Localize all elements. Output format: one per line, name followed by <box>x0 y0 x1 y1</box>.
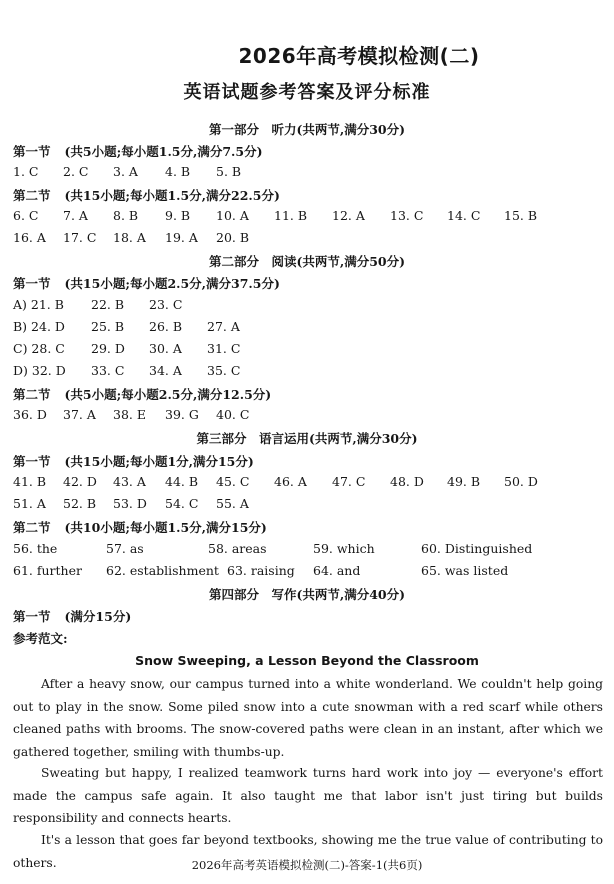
answer: 23. C <box>149 297 183 312</box>
answer: 16. A <box>13 230 46 245</box>
section-info: (共15小题;每小题2.5分,满分37.5分) <box>64 276 280 291</box>
answer: 46. A <box>274 474 307 489</box>
sample-essay-label: 参考范文: <box>13 631 68 646</box>
answer: 27. A <box>207 319 240 334</box>
answer: 30. A <box>149 341 182 356</box>
answer: 17. C <box>63 230 97 245</box>
part1-heading: 第一部分 听力(共两节,满分30分) <box>208 122 406 137</box>
answer: 3. A <box>113 164 138 179</box>
section-label: 第一节 <box>13 276 51 291</box>
essay-paragraph-1: After a heavy snow, our campus turned into a white wonderland. We couldn't help going out to play in the snow. Some piled snow into a cute snowman with a red scarf while others cleaned paths with brooms. The snow-covered paths were clean in an instant, after which we gathered together, smiling with thumbs-up. <box>13 677 603 759</box>
answer: 61. further <box>13 563 82 578</box>
answer: 34. A <box>149 363 182 378</box>
answer: 56. the <box>13 541 58 556</box>
answer: 5. B <box>216 164 242 179</box>
answer: 57. as <box>106 541 144 556</box>
answer: 62. establishment <box>106 563 219 578</box>
essay-title: Snow Sweeping, a Lesson Beyond the Classroom <box>135 653 479 668</box>
answer: 26. B <box>149 319 183 334</box>
section-label: 第一节 <box>13 144 51 159</box>
answer: 44. B <box>165 474 199 489</box>
answer: 51. A <box>13 496 46 511</box>
answer: 50. D <box>504 474 538 489</box>
section-info: (满分15分) <box>64 609 132 624</box>
answer: 59. which <box>313 541 375 556</box>
answer: 13. C <box>390 208 424 223</box>
answer: 42. D <box>63 474 97 489</box>
page-subtitle: 英语试题参考答案及评分标准 <box>183 82 431 103</box>
answer: 53. D <box>113 496 147 511</box>
answer: 18. A <box>113 230 146 245</box>
answer: 36. D <box>13 407 47 422</box>
answer: 54. C <box>165 496 199 511</box>
answer: 52. B <box>63 496 97 511</box>
answer: 47. C <box>332 474 366 489</box>
answer: 4. B <box>165 164 191 179</box>
part1-sec2-heading <box>13 186 280 204</box>
answer: 19. A <box>165 230 198 245</box>
answer: 22. B <box>91 297 125 312</box>
answer: 48. D <box>390 474 424 489</box>
answer: 15. B <box>504 208 538 223</box>
part3-heading: 第三部分 语言运用(共两节,满分30分) <box>196 431 418 446</box>
answer: 65. was listed <box>421 563 509 578</box>
answer: 20. B <box>216 230 250 245</box>
answer: 41. B <box>13 474 47 489</box>
answer: C) 28. C <box>13 341 65 356</box>
answer: 49. B <box>447 474 481 489</box>
section-label: 第二节 <box>13 520 51 535</box>
section-info: (共15小题;每小题1.5分,满分22.5分) <box>64 188 280 203</box>
essay-paragraph-3: It's a lesson that goes far beyond textbooks, showing me the true value of contributing to others. <box>13 833 603 870</box>
answer: 38. E <box>113 407 146 422</box>
part2-sec2-heading <box>13 385 271 403</box>
answer: B) 24. D <box>13 319 65 334</box>
answer: 37. A <box>63 407 96 422</box>
answer: D) 32. D <box>13 363 66 378</box>
answer: 14. C <box>447 208 481 223</box>
answer: 33. C <box>91 363 125 378</box>
answer: 29. D <box>91 341 125 356</box>
answer: 60. Distinguished <box>421 541 533 556</box>
answer: 55. A <box>216 496 249 511</box>
answer: 58. areas <box>208 541 267 556</box>
part3-sec2-heading <box>13 518 267 536</box>
answer: 6. C <box>13 208 39 223</box>
answer: 45. C <box>216 474 250 489</box>
section-info: (共5小题;每小题1.5分,满分7.5分) <box>64 144 263 159</box>
answer: 40. C <box>216 407 250 422</box>
answer: 2. C <box>63 164 89 179</box>
answer: 64. and <box>313 563 361 578</box>
section-label: 第二节 <box>13 188 51 203</box>
page-footer: 2026年高考英语模拟检测(二)-答案-1(共6页) <box>191 858 423 872</box>
section-label: 第一节 <box>13 609 51 624</box>
answer: 39. G <box>165 407 199 422</box>
part3-sec1-heading <box>13 452 254 470</box>
title-text: 年高考模拟检测(二) <box>296 44 480 68</box>
answer: 11. B <box>274 208 308 223</box>
part2-sec1-heading <box>13 274 280 292</box>
title-year: 2026 <box>238 44 297 68</box>
part4-heading: 第四部分 写作(共两节,满分40分) <box>208 587 406 602</box>
answer: 25. B <box>91 319 125 334</box>
section-label: 第一节 <box>13 454 51 469</box>
part2-heading: 第二部分 阅读(共两节,满分50分) <box>208 254 406 269</box>
answer: 10. A <box>216 208 249 223</box>
answer: 9. B <box>165 208 191 223</box>
section-info: (共10小题;每小题1.5分,满分15分) <box>64 520 267 535</box>
answer: 8. B <box>113 208 139 223</box>
answer: 1. C <box>13 164 39 179</box>
answer: 43. A <box>113 474 146 489</box>
answer: A) 21. B <box>13 297 64 312</box>
answer: 7. A <box>63 208 88 223</box>
section-info: (共5小题;每小题2.5分,满分12.5分) <box>64 387 272 402</box>
answer: 35. C <box>207 363 241 378</box>
answer: 63. raising <box>227 563 295 578</box>
answer: 12. A <box>332 208 365 223</box>
section-info: (共15小题;每小题1分,满分15分) <box>64 454 254 469</box>
answer: 31. C <box>207 341 241 356</box>
part4-sec1-heading <box>13 607 131 625</box>
part1-sec1-heading <box>13 142 263 160</box>
section-label: 第二节 <box>13 387 51 402</box>
essay-paragraph-2: Sweating but happy, I realized teamwork turns hard work into joy — everyone's effort made the campus safe again. It also taught me that labor isn't just tiring but builds responsibility and connects hearts. <box>13 766 603 825</box>
page-title <box>0 40 614 69</box>
